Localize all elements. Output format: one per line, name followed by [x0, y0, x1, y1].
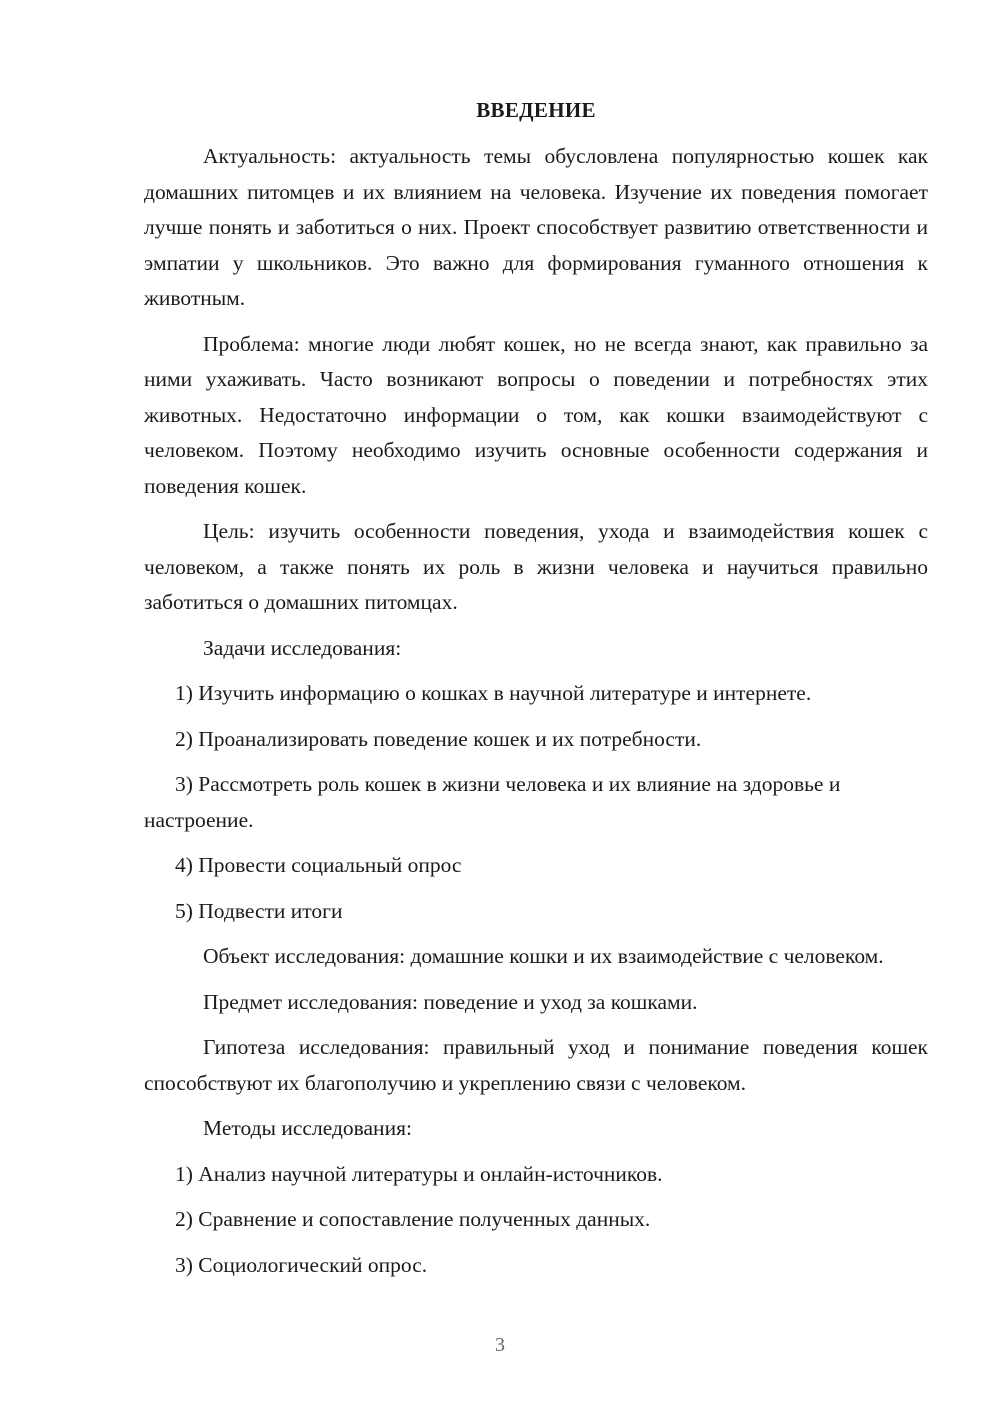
- document-page: [144, 95, 928, 1293]
- goal-paragraph: Цель: изучить особенности поведения, ухода и взаимодействия кошек с человеком, а также понять их роль в жизни человека и научиться правильно заботиться о домашних питомцах.: [144, 519, 928, 614]
- subject-paragraph: Предмет исследования: поведение и уход за кошками.: [203, 989, 698, 1014]
- relevance-paragraph: Актуальность: актуальность темы обусловлена популярностью кошек как домашних питомцев и их влиянием на человека. Изучение их поведения помогает лучше понять и заботиться о них. Проект способствует развитию ответственности и эмпатии у школьников. Это важно для формирования гуманного отношения к животным.: [144, 144, 928, 310]
- method-item: 3) Социологический опрос.: [175, 1252, 428, 1277]
- method-item: 1) Анализ научной литературы и онлайн-источников.: [175, 1161, 663, 1186]
- object-paragraph: Объект исследования: домашние кошки и их взаимодействие с человеком.: [203, 944, 884, 968]
- page-number: 3: [495, 1334, 505, 1356]
- tasks-heading: Задачи исследования:: [203, 635, 402, 660]
- task-item: 2) Проанализировать поведение кошек и их потребности.: [175, 726, 702, 751]
- method-item: 2) Сравнение и сопоставление полученных данных.: [175, 1207, 651, 1231]
- problem-paragraph: Проблема: многие люди любят кошек, но не всегда знают, как правильно за ними ухаживать. Часто возникают вопросы о поведении и потребностях этих животных. Недостаточно информации о том, как кошки взаимодействуют с человеком. Поэтому необходимо изучить основные особенности содержания и поведения кошек.: [144, 331, 928, 498]
- task-item: 5) Подвести итоги: [175, 898, 343, 923]
- section-title: ВВЕДЕНИЕ: [476, 98, 596, 122]
- hypothesis-paragraph: Гипотеза исследования: правильный уход и понимание поведения кошек способствуют их благополучию и укреплению связи с человеком.: [144, 1035, 928, 1095]
- task-item: 4) Провести социальный опрос: [175, 853, 462, 877]
- task-item: 1) Изучить информацию о кошках в научной литературе и интернете.: [175, 681, 812, 705]
- methods-heading: Методы исследования:: [203, 1116, 412, 1140]
- task-item: 3) Рассмотреть роль кошек в жизни человека и их влияние на здоровье и настроение.: [144, 772, 841, 832]
